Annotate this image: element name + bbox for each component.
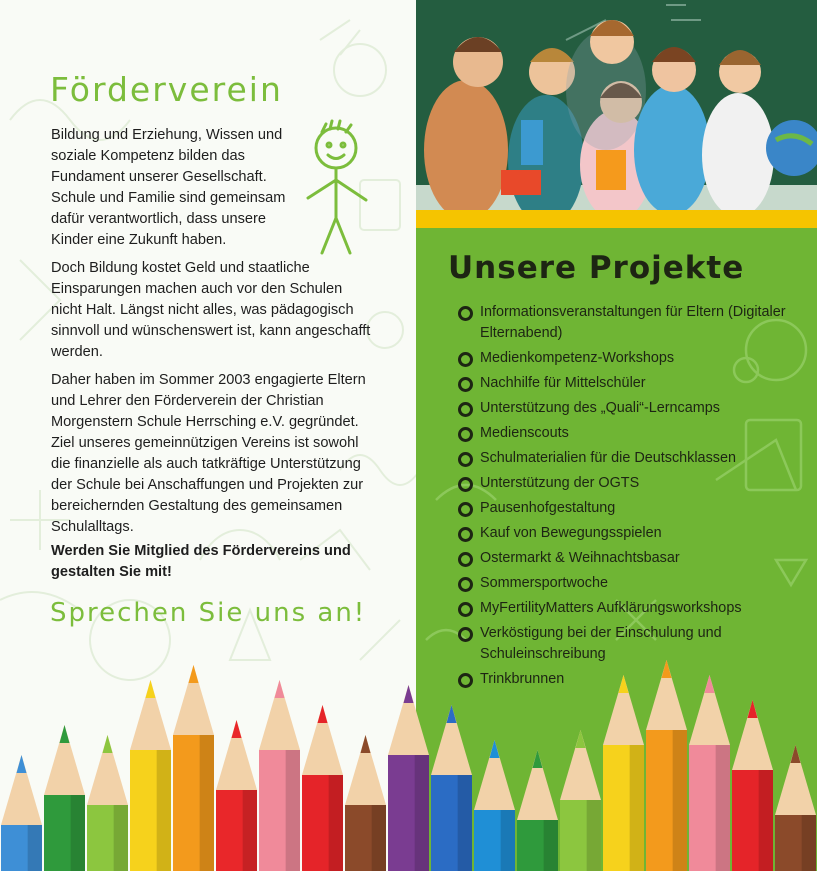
page-title: Förderverein [50, 70, 283, 109]
project-label: Verköstigung bei der Einschulung und Schuleinschreibung [480, 625, 722, 662]
project-label: Kauf von Bewegungsspielen [480, 525, 662, 541]
project-label: Pausenhofgestaltung [480, 500, 616, 516]
history-paragraph: Daher haben im Sommer 2003 engagierte Eltern und Lehrer den Förderverein der Christian Morgenstern Schule Herrsching e.V. gegründet. Ziel unseres gemeinnützigen Vereins ist sowohl die finanzielle als auch tatkräftige Unterstützung der Schule bei Anschaffungen und Projekten zur bereichernden Gestaltung des gemeinsamen Schulalltags. [51, 372, 366, 535]
intro-paragraph: Bildung und Erziehung, Wissen und soziale Kompetenz bilden das Fundament unserer Gesellschaft. Schule und Familie sind gemeinsam dafür verantwortlich, dass unsere Kinder eine Zukunft haben. [51, 127, 286, 248]
project-label: Sommersportwoche [480, 575, 608, 591]
pencil-icon [474, 740, 515, 871]
pencil-icon [646, 660, 687, 871]
pencil-icon [603, 675, 644, 871]
project-item [456, 523, 816, 544]
pencil-icon [302, 705, 343, 871]
membership-call: Werden Sie Mitglied des Fördervereins und gestalten Sie mit! [51, 543, 351, 580]
pencil-icon [732, 700, 773, 871]
project-item [456, 473, 816, 494]
pencil-icon [130, 680, 171, 871]
bullet-icon [458, 527, 473, 542]
project-label: Informationsveranstaltungen für Eltern (Digitaler Elternabend) [480, 304, 786, 341]
pencil-icon [689, 675, 730, 871]
project-label: Nachhilfe für Mittelschüler [480, 375, 646, 391]
project-item [456, 348, 816, 369]
pencil-icon [388, 685, 429, 871]
pencil-icon [560, 730, 601, 871]
pencil-icon [1, 755, 42, 871]
bullet-icon [458, 602, 473, 617]
contact-cta: Sprechen Sie uns an! [50, 598, 367, 628]
bullet-icon [458, 306, 473, 321]
bullet-icon [458, 377, 473, 392]
project-label: Trinkbrunnen [480, 671, 565, 687]
project-label: MyFertilityMatters Aufklärungsworkshops [480, 600, 742, 616]
pencil-icon [345, 735, 386, 871]
bullet-icon [458, 577, 473, 592]
project-label: Schulmaterialien für die Deutschklassen [480, 450, 736, 466]
project-item [456, 448, 816, 469]
project-item [456, 373, 816, 394]
bullet-icon [458, 627, 473, 642]
pencil-icon [87, 735, 128, 871]
pencil-icon [44, 725, 85, 871]
project-label: Medienkompetenz-Workshops [480, 350, 675, 366]
children-photo [416, 0, 817, 210]
colored-pencils-border [0, 660, 817, 871]
bullet-icon [458, 427, 473, 442]
yellow-stripe [416, 210, 817, 228]
project-label: Unterstützung des „Quali“-Lerncamps [480, 400, 720, 416]
bullet-icon [458, 502, 473, 517]
pencil-icon [431, 705, 472, 871]
project-item [456, 498, 816, 519]
project-item [456, 302, 816, 344]
pencil-icon [259, 680, 300, 871]
project-label: Medienscouts [480, 425, 569, 441]
bullet-icon [458, 477, 473, 492]
bullet-icon [458, 352, 473, 367]
project-label: Unterstützung der OGTS [480, 475, 640, 491]
project-item [456, 598, 816, 619]
project-label: Ostermarkt & Weihnachtsbasar [480, 550, 680, 566]
stick-figure-icon [296, 118, 386, 258]
project-item [456, 623, 816, 665]
project-item [456, 573, 816, 594]
projects-title: Unsere Projekte [448, 250, 745, 286]
bullet-icon [458, 552, 473, 567]
pencil-icon [517, 750, 558, 871]
projects-list [456, 302, 816, 694]
bullet-icon [458, 402, 473, 417]
pencil-icon [775, 745, 816, 871]
pencil-icon [216, 720, 257, 871]
project-item [456, 548, 816, 569]
project-item [456, 398, 816, 419]
project-item [456, 423, 816, 444]
children-group-image [416, 0, 817, 210]
pencil-icon [173, 665, 214, 871]
bullet-icon [458, 452, 473, 467]
funding-paragraph: Doch Bildung kostet Geld und staatliche Einsparungen machen auch vor den Schulen nicht Halt. Längst nicht alles, was pädagogisch sinnvoll und wünschenswert ist, kann angeschafft werden. [51, 260, 371, 360]
